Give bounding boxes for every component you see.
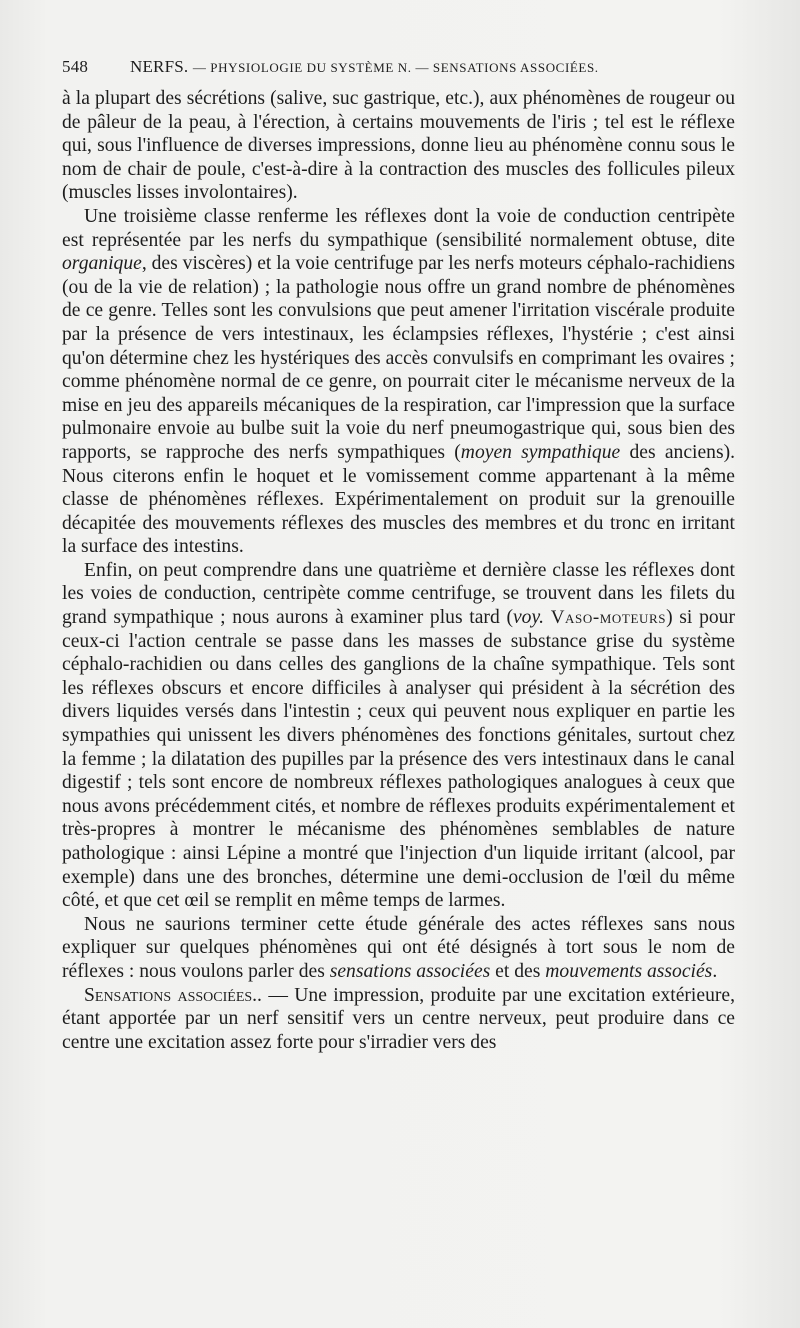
paragraph-3-smallcaps-vaso-moteurs: Vaso-moteurs [550,607,667,629]
page-number: 548 [62,57,89,76]
paragraph-2 [62,205,735,559]
running-title-main: NERFS. [130,57,189,76]
paragraph-4-italic-sensations-associees: sensations associées [329,960,491,982]
body-text [62,87,735,1054]
running-title [130,54,599,81]
paragraph-4-italic-mouvements-associes: mouvements associés [545,960,713,982]
paragraph-5-text: — Une impression, produite par une excitation extérieure, étant apportée par un nerf sensitif vers un centre nerveux, peut produire dans ce centre une excitation assez forte pour s'irradier vers des [62,984,735,1053]
paragraph-4-text-c: . [712,960,718,982]
paragraph-2-text-c: des anciens). Nous citerons enfin le hoquet et le vomissement comme appartenant à la même classe de phénomènes réflexes. Expérimentalement on produit sur la grenouille décapitée des mouvements réflexes des muscles des membres et du tronc en irritant la surface des intestins. [62,441,736,558]
paragraph-4-text-b: et des [490,960,546,982]
paragraph-3-text-b: ) si pour ceux-ci l'action centrale se passe dans les masses de substance grise du système céphalo-rachidien ou dans celles des ganglions de la chaîne sympathique. Tels sont les réflexes obscurs et encore difficiles à analyser qui président à la sécrétion des divers liquides versés dans l'intestin ; ceux qui peuvent nous expliquer en partie les sympathies qui unissent les divers phénomènes des fonctions génitales, surtout chez la femme ; la dilatation des pupilles par la présence des vers intestinaux dans le canal digestif ; tels sont encore de nombreux réflexes pathologiques analogues à ceux que nous avons précédemment cités, et nombre de réflexes produits expérimentalement et très-propres à montrer le mécanisme des phénomènes semblables de nature pathologique : ainsi Lépine a montré que l'injection d'un liquide irritant (alcool, par exemple) dans une des bronches, détermine une demi-occlusion de l'œil du même côté, et que cet œil se remplit en même temps de larmes. [62,607,735,912]
section-heading-sensations-associees: Sensations associées.. [84,984,262,1006]
paragraph-2-text-a: Une troisième classe renferme les réflexes dont la voie de conduction centripète est représentée par les nerfs du sympathique (sensibilité normalement obtuse, dite [62,205,735,251]
paragraph-1-text: à la plupart des sécrétions (salive, suc gastrique, etc.), aux phénomènes de rougeur ou de pâleur de la peau, à l'érection, à certains mouvements de l'iris ; tel est le réflexe qui, sous l'influence de diverses impressions, donne lieu au phénomène connu sous le nom de chair de poule, c'est-à-dire à la contraction des muscles des follicules pileux (muscles lisses involontaires). [62,88,735,204]
running-header [62,54,742,80]
paragraph-4-text-a: Nous ne saurions terminer cette étude générale des actes réflexes sans nous expliquer sur quelques phénomènes qui ont été désignés à tort sous le nom de réflexes : nous voulons parler des [62,913,735,982]
paragraph-2-italic-organique: organique [62,253,142,275]
paragraph-2-text-b: , des viscères) et la voie centrifuge par les nerfs moteurs céphalo-rachidiens (ou de la vie de relation) ; la pathologie nous offre un grand nombre de phénomènes de ce genre. Telles sont les convulsions que peut amener l'irritation viscérale produite par la présence de vers intestinaux, les éclampsies réflexes, l'hystérie ; c'est ainsi qu'on détermine chez les hystériques des accès convulsifs en comprimant les ovaires ; comme phénomène normal de ce genre, on pourrait citer le mécanisme nerveux de la mise en jeu des appareils mécaniques de la respiration, car l'impression que la surface pulmonaire envoie au bulbe suit la voie du nerf pneumogastrique qui, sous bien des rapports, se rapproche des nerfs sympathiques ( [62,253,735,463]
paragraph-3-italic-voy: voy. [512,607,544,629]
paragraph-5 [62,984,735,1055]
paragraph-4 [62,913,735,984]
paragraph-2-italic-moyen-sympathique: moyen sympathique [460,441,621,463]
paragraph-3-text-a: Enfin, on peut comprendre dans une quatrième et dernière classe les réflexes dont les voies de conduction, centripète comme centrifuge, se trouvent dans les filets du grand sympathique ; nous aurons à examiner plus tard ( [62,559,735,629]
paragraph-3 [62,559,735,913]
running-title-sub: — PHYSIOLOGIE DU SYSTÈME N. — SENSATIONS ASSOCIÉES. [192,60,599,75]
paragraph-1 [62,87,735,205]
